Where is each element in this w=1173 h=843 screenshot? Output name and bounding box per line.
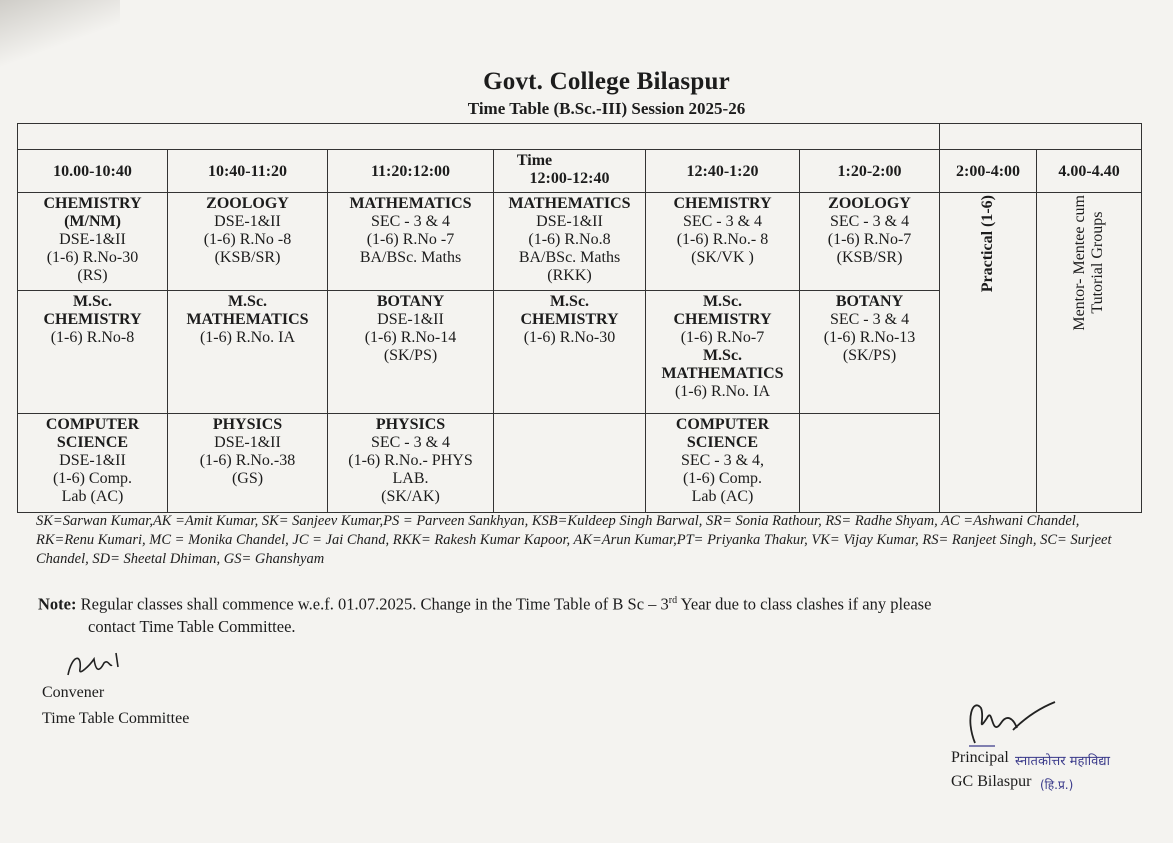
mentor-label: Mentor- Mentee cum Tutorial Groups — [1071, 194, 1107, 331]
class-cell: CHEMISTRY (M/NM) DSE-1&II (1-6) R.No-30 (RS) — [18, 192, 168, 291]
principal-label: Principal — [951, 749, 1009, 766]
class-cell: COMPUTER SCIENCE SEC - 3 & 4, (1-6) Comp. Lab (AC) — [646, 414, 800, 513]
slot-header: 10:40-11:20 — [168, 149, 328, 192]
convener-signature — [60, 645, 130, 685]
time-label: Time — [516, 151, 553, 169]
class-cell: PHYSICS DSE-1&II (1-6) R.No.-38 (GS) — [168, 414, 328, 513]
class-cell: M.Sc. CHEMISTRY (1-6) R.No-30 — [494, 291, 646, 414]
class-cell: M.Sc. CHEMISTRY (1-6) R.No-8 — [18, 291, 168, 414]
practical-cell — [940, 192, 1037, 512]
abbreviation-legend: SK=Sarwan Kumar,AK =Amit Kumar, SK= Sanjeev Kumar,PS = Parveen Sankhyan, KSB=Kuldeep Singh Barwal, SR= Sonia Rathour, RS= Radhe Shyam, AC =Ashwani Chandel, RK=Renu Kumari, MC = Monika Chandel, JC = Jai Chand, RKK= Rakesh Kumar Kapoor, AK=Arun Kumar,PT= Priyanka Thakur, VK= Vijay Kumar, RS= Ranjeet Singh, SC= Surjeet Chandel, SD= Sheetal Dhiman, GS= Ghanshyam — [36, 513, 1112, 567]
slot-header: 12:40-1:20 — [646, 149, 800, 192]
convener-label: Convener — [42, 684, 105, 701]
slot-header: 1:20-2:00 — [800, 149, 940, 192]
class-cell: BOTANY SEC - 3 & 4 (1-6) R.No-13 (SK/PS) — [800, 291, 940, 414]
class-cell: MATHEMATICS DSE-1&II (1-6) R.No.8 BA/BSc. Maths (RKK) — [494, 192, 646, 291]
slot-header: Time 12:00-12:40 — [494, 149, 646, 192]
class-cell: ZOOLOGY SEC - 3 & 4 (1-6) R.No-7 (KSB/SR) — [800, 192, 940, 291]
note-label: Note: — [38, 594, 77, 614]
class-cell: PHYSICS SEC - 3 & 4 (1-6) R.No.- PHYS LAB. (SK/AK) — [328, 414, 494, 513]
slot-header: 10.00-10:40 — [18, 149, 168, 192]
class-cell: M.Sc. CHEMISTRY (1-6) R.No-7 M.Sc. MATHEMATICS (1-6) R.No. IA — [646, 291, 800, 414]
class-cell: MATHEMATICS SEC - 3 & 4 (1-6) R.No -7 BA/BSc. Maths — [328, 192, 494, 291]
class-cell: BOTANY DSE-1&II (1-6) R.No-14 (SK/PS) — [328, 291, 494, 414]
page-subtitle: Time Table (B.Sc.-III) Session 2025-26 — [467, 99, 746, 118]
class-cell: CHEMISTRY SEC - 3 & 4 (1-6) R.No.- 8 (SK/VK ) — [646, 192, 800, 291]
college-stamp-text: (हि.प्र.) — [1040, 778, 1074, 792]
principal-stamp-text: स्नातकोत्तर महाविद्या — [1015, 754, 1110, 769]
timetable — [17, 123, 1142, 513]
slot-header: 4.00-4.40 — [1037, 149, 1142, 192]
page-title: Govt. College Bilaspur — [483, 68, 730, 95]
committee-label: Time Table Committee — [42, 710, 190, 727]
empty-cell — [800, 414, 940, 513]
slot-header: 11:20:12:00 — [328, 149, 494, 192]
class-cell: COMPUTER SCIENCE DSE-1&II (1-6) Comp. Lab (AC) — [18, 414, 168, 513]
note: Note: Regular classes shall commence w.e.f. 01.07.2025. Change in the Time Table of B Sc – 3rd Year due to class clashes if any please contact Time Table Committee. — [38, 594, 932, 636]
practical-label: Practical (1-6) — [979, 194, 997, 293]
principal-signature — [955, 688, 1065, 748]
class-cell: M.Sc. MATHEMATICS (1-6) R.No. IA — [168, 291, 328, 414]
class-cell: ZOOLOGY DSE-1&II (1-6) R.No -8 (KSB/SR) — [168, 192, 328, 291]
empty-cell — [494, 414, 646, 513]
mentor-cell — [1037, 192, 1142, 512]
college-label: GC Bilaspur — [951, 773, 1032, 790]
slot-header: 2:00-4:00 — [940, 149, 1037, 192]
